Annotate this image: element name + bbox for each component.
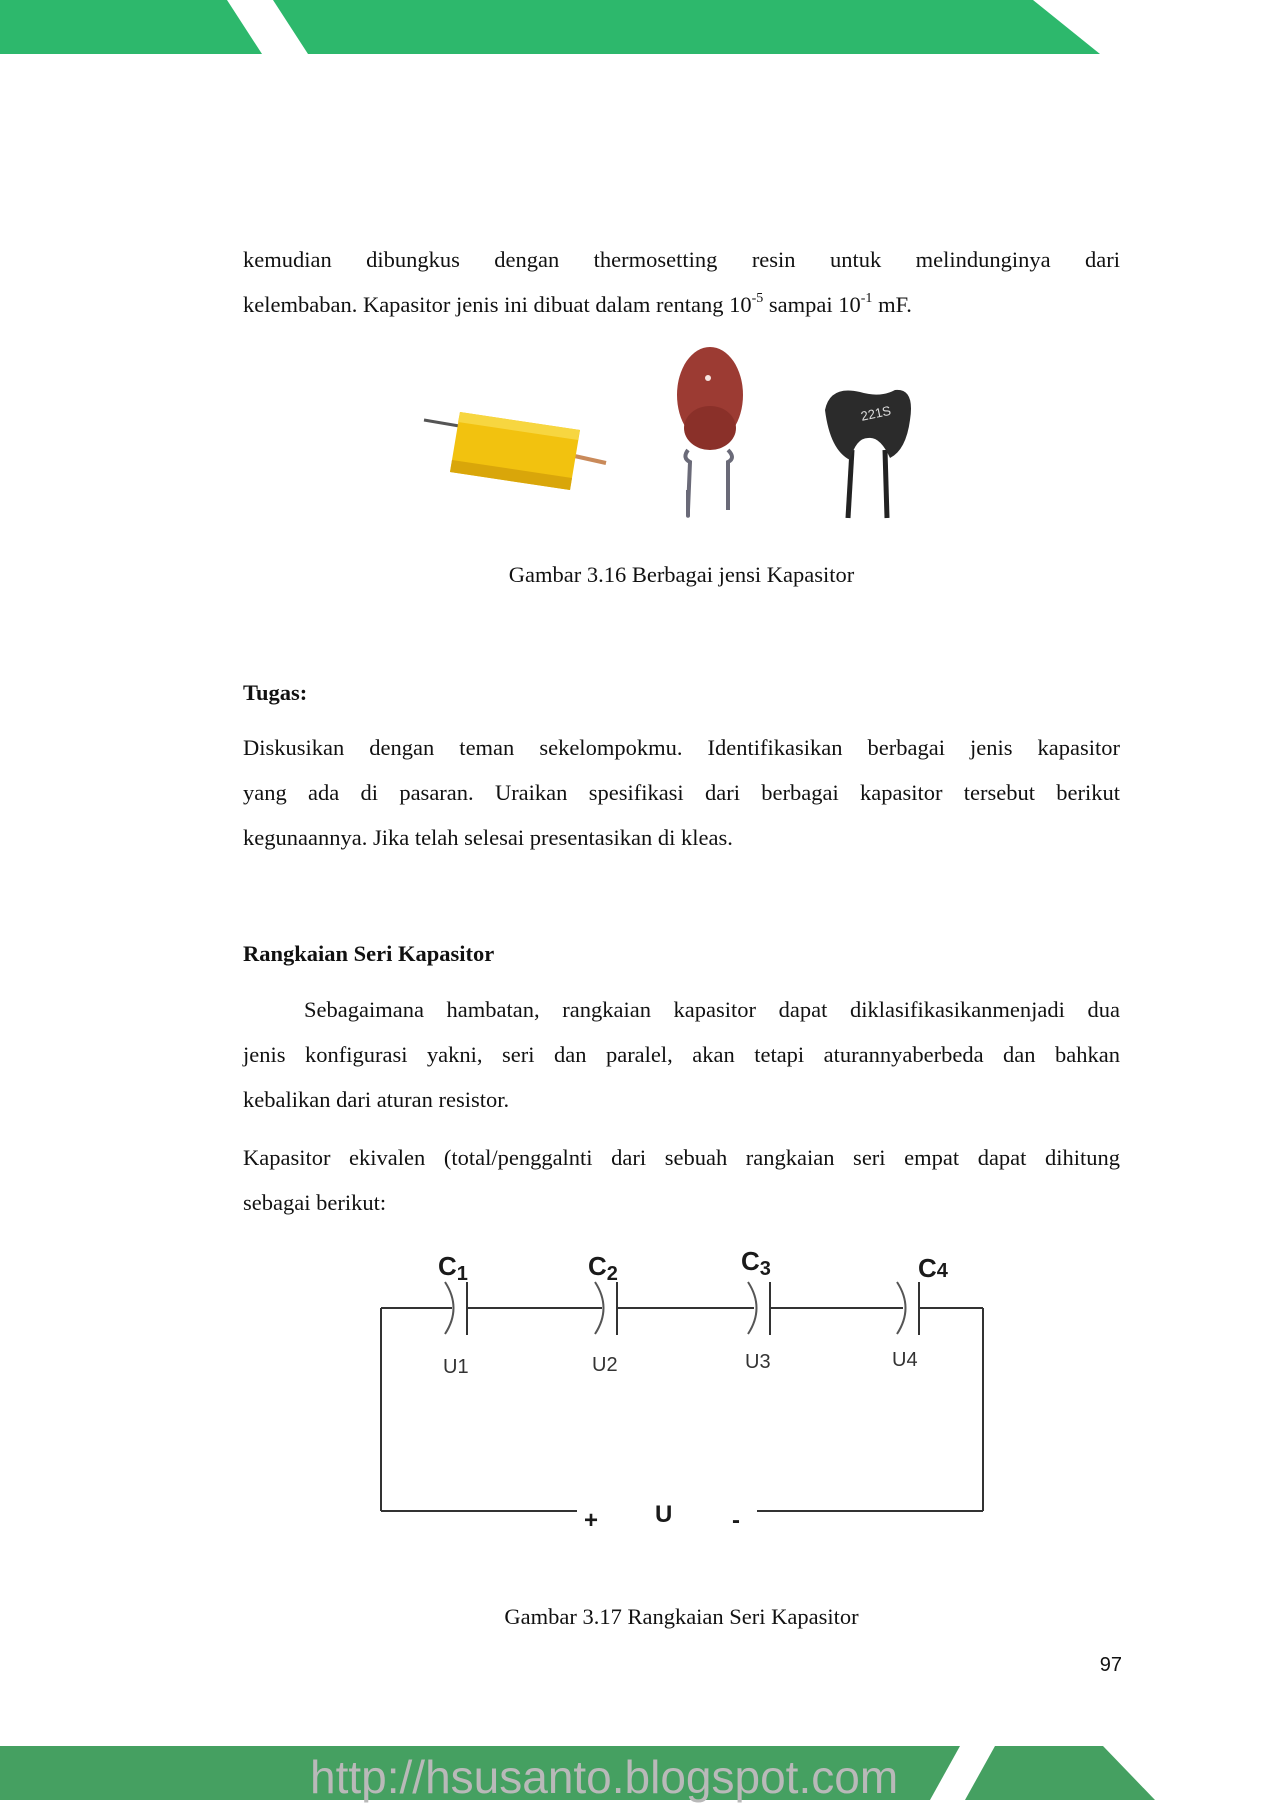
figure-3-17-caption: Gambar 3.17 Rangkaian Seri Kapasitor — [504, 1604, 859, 1629]
superscript: -5 — [751, 290, 764, 306]
voltage-label-u4: U4 — [892, 1349, 918, 1371]
capacitor-label-c2: C2 — [588, 1251, 618, 1285]
voltage-label-u3: U3 — [745, 1351, 771, 1373]
series-paragraph-2 — [243, 1135, 1120, 1225]
task-line-3: kegunaannya. Jika telah selesai presentasikan di kleas. — [243, 825, 733, 850]
task-line-2: yang ada di pasaran. Uraikan spesifikasi dari berbagai kapasitor tersebut berikut — [243, 780, 1120, 805]
task-line-1: Diskusikan dengan teman sekelompokmu. Identifikasikan berbagai jenis kapasitor — [243, 735, 1120, 760]
series-p2-line-1: Kapasitor ekivalen (total/penggalnti dari sebuah rangkaian seri empat dapat dihitung — [243, 1145, 1120, 1170]
series-p1-line-3: kebalikan dari aturan resistor. — [243, 1087, 510, 1112]
watermark-url: http://hsusanto.blogspot.com — [310, 1751, 899, 1803]
voltage-label-u2: U2 — [592, 1354, 618, 1376]
intro-line-2: kelembaban. Kapasitor jenis ini dibuat dalam rentang $10^{-5}$ sampai $10^{-1}$ mF. — [243, 290, 912, 317]
series-p1-line-2: jenis konfigurasi yakni, seri dan paralel, akan tetapi aturannyaberbeda dan bahkan — [243, 1042, 1120, 1067]
task-heading: Tugas: — [243, 680, 308, 705]
series-capacitor-circuit — [370, 1245, 1000, 1545]
voltage-label-u1: U1 — [443, 1356, 469, 1378]
capacitor-label-c4: C4 — [918, 1253, 948, 1283]
source-minus: - — [732, 1507, 740, 1534]
capacitor-photos — [420, 340, 940, 530]
intro-line-1: kemudian dibungkus dengan thermosetting resin untuk melindunginya dari — [243, 247, 1120, 272]
series-paragraph-1 — [243, 987, 1120, 1122]
source-plus: + — [584, 1507, 599, 1534]
yellow-capacitor-image — [424, 412, 606, 490]
series-p1-line-1: Sebagaimana hambatan, rangkaian kapasitor dapat diklasifikasikanmenjadi dua — [304, 997, 1120, 1022]
header-decor-bar — [0, 0, 1272, 54]
series-p2-line-2: sebagai berikut: — [243, 1190, 387, 1215]
source-voltage-label: U — [655, 1501, 673, 1528]
figure-3-16-caption: Gambar 3.16 Berbagai jensi Kapasitor — [508, 562, 855, 587]
capacitor-marking: 221S — [859, 402, 893, 424]
black-ceramic-capacitor-image — [825, 390, 911, 518]
intro-paragraph — [243, 237, 1120, 327]
superscript: -1 — [860, 290, 873, 306]
task-paragraph — [243, 725, 1120, 860]
section-heading: Rangkaian Seri Kapasitor — [243, 941, 495, 966]
page-number: 97 — [1099, 1654, 1122, 1676]
capacitor-label-c3: C3 — [741, 1246, 771, 1280]
capacitor-label-c1: C1 — [438, 1251, 468, 1285]
red-capacitor-image — [677, 347, 743, 516]
